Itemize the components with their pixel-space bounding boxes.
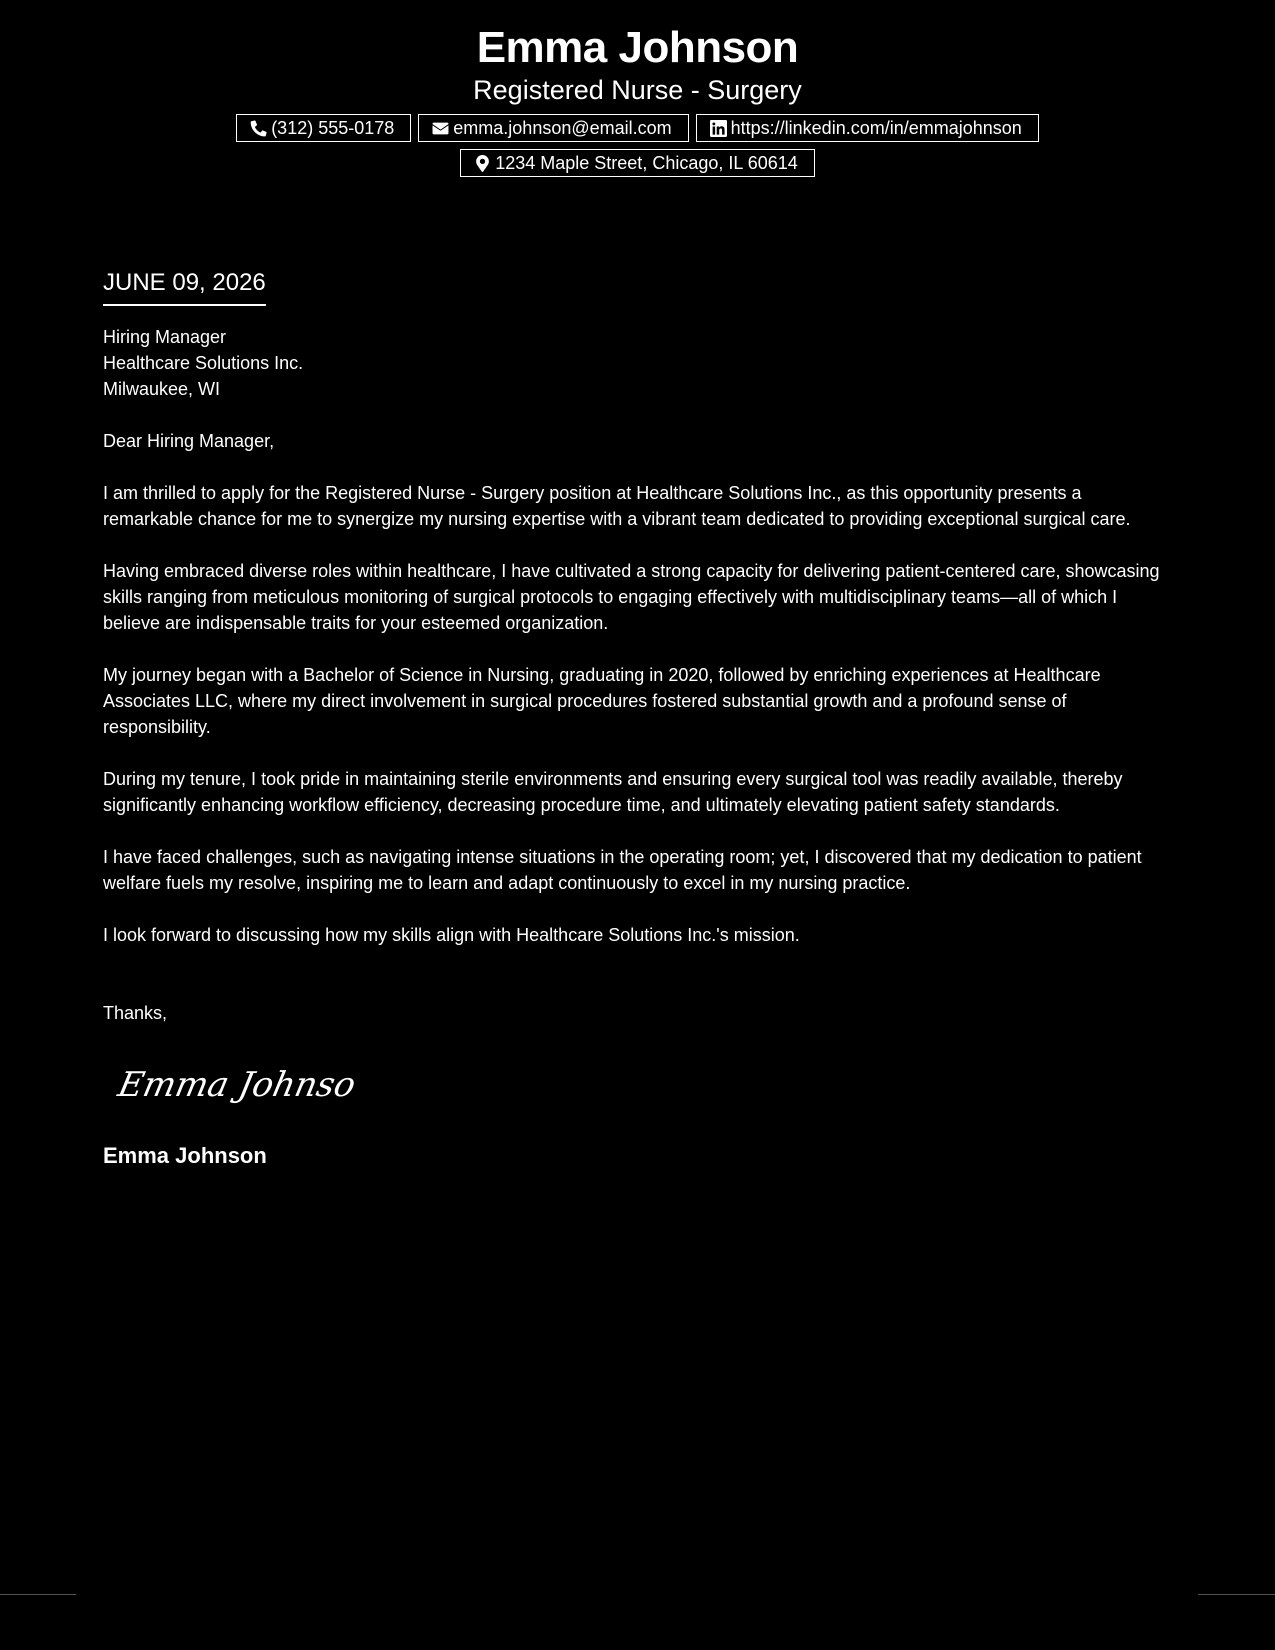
contact-phone[interactable] [236, 114, 411, 142]
recipient-line: Milwaukee, WI [103, 379, 221, 399]
paragraph: Having embraced diverse roles within healthcare, I have cultivated a strong capacity for delivering patient-centered care, showcasing skills ranging from meticulous monitoring of surgical protocols to engaging effectively with multidisciplinary teams—all of which I believe are indispensable traits for your esteemed organization. [103, 561, 1160, 633]
linkedin-text: https://linkedin.com/in/emmajohnson [730, 118, 1022, 138]
applicant-name: Emma Johnson [476, 23, 799, 72]
paragraph: I have faced challenges, such as navigating intense situations in the operating room; yet, I discovered that my dedication to patient welfare fuels my resolve, inspiring me to learn and adapt continuously to excel in my nursing practice. [103, 847, 1142, 893]
signature-text: Emma Johnson [115, 1065, 355, 1105]
contact-linkedin[interactable] [696, 114, 1039, 142]
letter-header [0, 22, 1275, 177]
phone-text: (312) 555-0178 [271, 118, 395, 138]
footer-divider-right [1198, 1594, 1275, 1595]
contact-row [0, 114, 1275, 142]
recipient-block [103, 324, 1173, 402]
signer-name: Emma Johnson [103, 1143, 267, 1168]
footer-divider-left [0, 1594, 76, 1595]
phone-icon [250, 120, 267, 137]
recipient-line: Hiring Manager [103, 327, 227, 347]
paragraph: I am thrilled to apply for the Registered Nurse - Surgery position at Healthcare Solutions Inc., as this opportunity presents a remarkable chance for me to synergize my nursing expertise with a vibrant team dedicated to providing exceptional surgical care. [103, 483, 1131, 529]
paragraph: My journey began with a Bachelor of Science in Nursing, graduating in 2020, followed by enriching experiences at Healthcare Associates LLC, where my direct involvement in surgical procedures fostered substantial growth and a profound sense of responsibility. [103, 665, 1101, 737]
linkedin-icon [710, 120, 727, 137]
paragraph: I look forward to discussing how my skills align with Healthcare Solutions Inc.'s mission. [103, 925, 800, 945]
signature-image [115, 1056, 355, 1112]
greeting: Dear Hiring Manager, [103, 431, 275, 451]
address-text: 1234 Maple Street, Chicago, IL 60614 [495, 153, 798, 173]
letter-body [103, 266, 1173, 1169]
letter-date: JUNE 09, 2026 [103, 266, 266, 306]
contact-email[interactable] [418, 114, 688, 142]
email-text: emma.johnson@email.com [453, 118, 672, 138]
closing: Thanks, [103, 1003, 168, 1023]
paragraph: During my tenure, I took pride in maintaining sterile environments and ensuring every surgical tool was readily available, thereby significantly enhancing workflow efficiency, decreasing procedure time, and ultimately elevating patient safety standards. [103, 769, 1123, 815]
contact-address[interactable] [460, 149, 815, 177]
envelope-icon [432, 120, 449, 137]
contact-row-address [0, 149, 1275, 177]
job-title: Registered Nurse - Surgery [473, 75, 802, 105]
recipient-line: Healthcare Solutions Inc. [103, 353, 304, 373]
map-marker-icon [474, 155, 491, 172]
